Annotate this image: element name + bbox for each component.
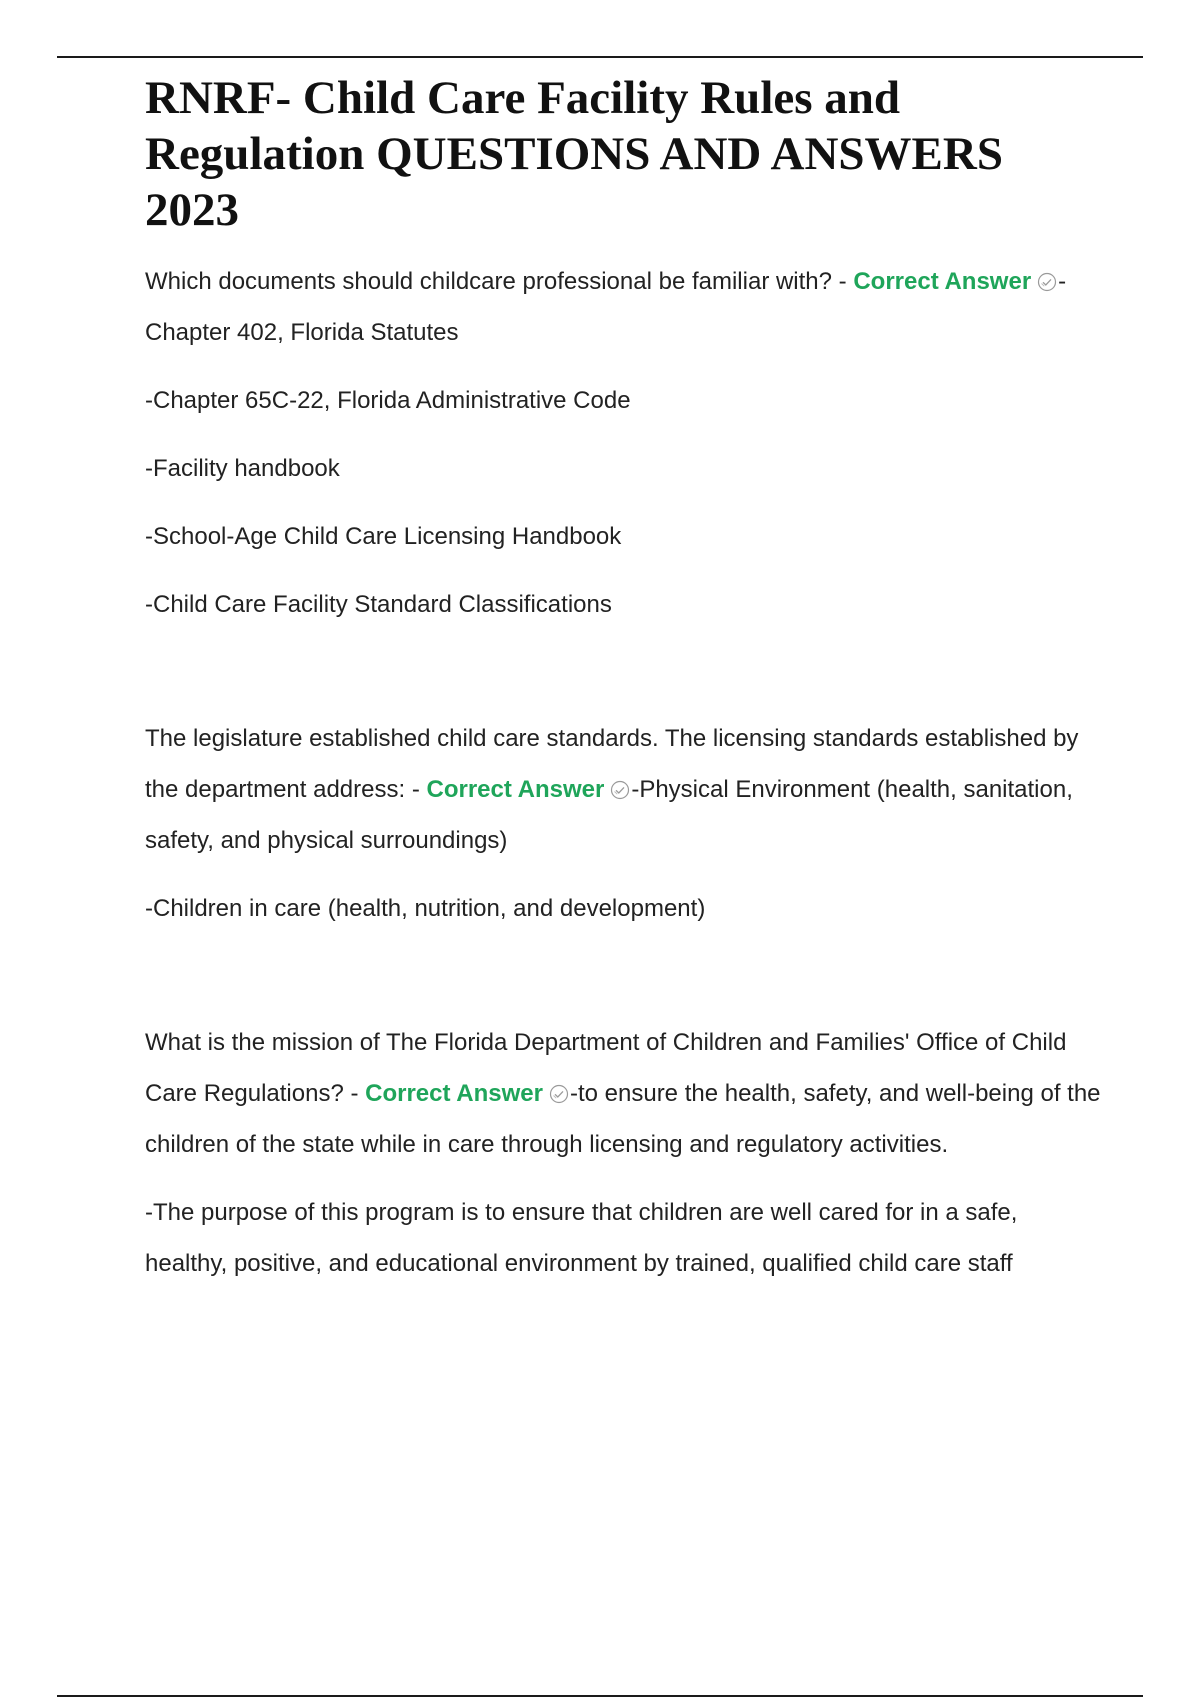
correct-answer-label: Correct Answer — [426, 776, 605, 803]
answer-text: -Physical Environment (health, sanitation, safety, and physical surroundings) — [145, 776, 1073, 854]
answer-paragraph: -The purpose of this program is to ensure that children are well cared for in a safe, healthy, positive, and educational environment by trained, qualified child care staff — [145, 1199, 1018, 1277]
answer-paragraph: -School-Age Child Care Licensing Handbook — [145, 523, 622, 550]
question-paragraph — [145, 256, 1105, 358]
answer-paragraph: -Child Care Facility Standard Classifications — [145, 591, 612, 618]
qa-section — [145, 1017, 1105, 1289]
answer-text: -to ensure the health, safety, and well-being of the children of the state while in care through licensing and regulatory activities. — [145, 1080, 1101, 1158]
answer-paragraph: -Facility handbook — [145, 455, 340, 482]
top-rule — [57, 56, 1143, 58]
document-title: RNRF- Child Care Facility Rules and Regulation QUESTIONS AND ANSWERS 2023 — [145, 72, 1003, 236]
answer-paragraph: -Chapter 65C-22, Florida Administrative Code — [145, 387, 631, 414]
correct-answer-label: Correct Answer — [853, 268, 1032, 295]
question-text: What is the mission of The Florida Department of Children and Families' Office of Child Care Regulations? - — [145, 1029, 1067, 1107]
qa-section — [145, 713, 1105, 934]
question-text: Which documents should childcare professional be familiar with? - — [145, 268, 854, 295]
answer-text: -Chapter 402, Florida Statutes — [145, 268, 1067, 346]
document-body — [145, 70, 1105, 1306]
check-circle-icon — [1037, 272, 1057, 292]
correct-answer-label: Correct Answer — [365, 1080, 543, 1107]
question-paragraph — [145, 1017, 1105, 1170]
section-spacer — [145, 647, 1105, 713]
check-circle-icon — [610, 780, 630, 800]
answer-paragraph: -Children in care (health, nutrition, and development) — [145, 895, 706, 922]
section-spacer — [145, 951, 1105, 1017]
check-circle-icon — [549, 1084, 569, 1104]
bottom-rule — [57, 1695, 1143, 1697]
question-text: The legislature established child care standards. The licensing standards established by the department address: - — [145, 725, 1079, 803]
question-paragraph — [145, 713, 1105, 866]
qa-section — [145, 256, 1105, 630]
